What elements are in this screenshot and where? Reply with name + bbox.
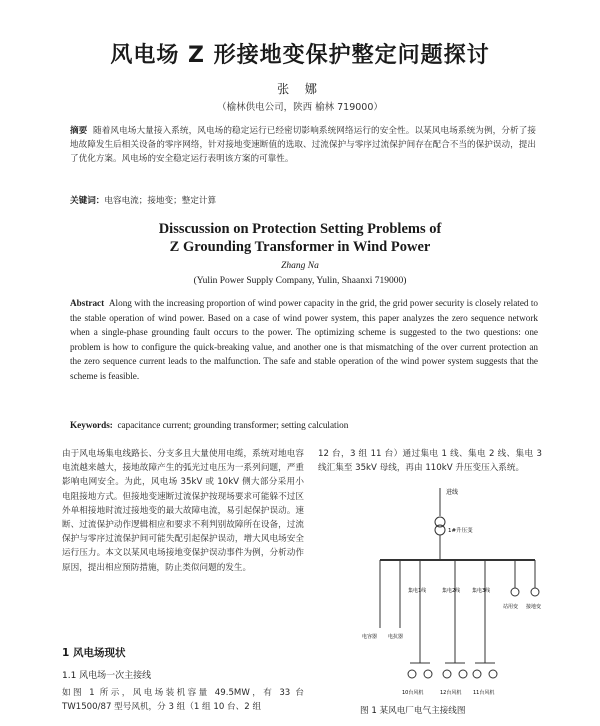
keywords-cn-label: 关键词： xyxy=(70,196,105,206)
lbl-line2: 集电2线 xyxy=(442,588,461,594)
author-en: Zhang Na xyxy=(281,261,319,271)
lbl-line3: 集电3线 xyxy=(472,588,491,594)
body-text-left-2: 如图 1 所示，风电场装机容量 49.5MW，有 33 台 TW1500/87 型号风机，分 3 组（1 组 10 台、2 组 xyxy=(62,688,304,713)
title-en-line1: Disscussion on Protection Setting Problems of xyxy=(158,221,442,237)
title-en-line2: Z Grounding Transformer in Wind Power xyxy=(169,239,431,255)
turbine-g1a xyxy=(408,670,416,678)
body-text-right: 12 台，3 组 11 台）通过集电 1 线、集电 2 线、集电 3 线汇集至 35kV 母线，再由 110kV 升压变压入系统。 xyxy=(318,449,542,474)
abstract-en-text: Along with the increasing proportion of wind power capacity in the grid, the grid power security is closely related to the stable operation of wind power. Based on a case of wind power system, this paper analyzes the zero sequence network when a single-phase grounding fault occurs to the power. The optimizing scheme is suggested to the two questions: one problem is how to configure the quick-breaking value, and another one is that mismatching of the over current protection an the zero sequence current leads to the malfunction. The safe and stable operation of the wind power system suggests that the scheme is feasible. xyxy=(70,298,539,381)
turbine-g3a xyxy=(473,670,481,678)
lbl-feeder2: 电抗器 xyxy=(388,634,404,640)
lbl-incoming: 进线 xyxy=(446,489,459,496)
affiliation-cn: （榆林供电公司，陕西 榆林 719000） xyxy=(217,102,383,113)
abstract-cn xyxy=(70,124,536,167)
abstract-cn-text: 随着风电场大量接入系统，风电场的稳定运行已经密切影响系统网络运行的安全性。以某风电场系统为例，分析了接地故障发生后相关设备的零序网络，针对接地变速断值的选取、过流保护与零序过流保护间存在配合不当的保护误动，提出了优化方案。风电场的安全稳定运行表明该方案的可靠性。 xyxy=(70,126,536,165)
keywords-cn-text: 电容电流；接地变；整定计算 xyxy=(104,196,217,206)
keywords-en xyxy=(70,420,538,430)
section-heading-1-1: 1.1 风电场一次主接线 xyxy=(62,671,152,681)
lbl-station-tx: 站用变 xyxy=(503,604,519,610)
author-cn: 张 娜 xyxy=(277,82,323,96)
affiliation-en: (Yulin Power Supply Company, Yulin, Shaanxi 719000) xyxy=(193,276,407,286)
section-heading-1: 1 风电场现状 xyxy=(62,647,126,659)
paper-title-en xyxy=(0,220,600,256)
abstract-en xyxy=(70,296,538,384)
paper-title-cn: 风电场 Z 形接地变保护整定问题探讨 xyxy=(110,43,490,68)
station-tx-symbol xyxy=(511,588,519,596)
lbl-group1: 10台风机 xyxy=(402,690,424,696)
wiring-diagram xyxy=(360,488,550,700)
lbl-main-tx: 1#升压变 xyxy=(448,528,473,534)
keywords-cn xyxy=(70,194,536,206)
lbl-group3: 11台风机 xyxy=(473,690,495,696)
turbine-g2b xyxy=(459,670,467,678)
turbine-g2a xyxy=(443,670,451,678)
abstract-en-label: Abstract xyxy=(70,298,105,308)
lbl-line1: 集电1线 xyxy=(408,588,427,594)
lbl-group2: 12台风机 xyxy=(440,690,462,696)
turbine-g3b xyxy=(489,670,497,678)
figure-caption: 图 1 某风电厂电气主接线图 xyxy=(360,706,466,716)
abstract-cn-label: 摘要 xyxy=(70,126,88,136)
lbl-ground-tx: 接地变 xyxy=(526,604,542,610)
turbine-g1b xyxy=(424,670,432,678)
lbl-feeder1: 电容器 xyxy=(362,634,378,640)
keywords-en-label: Keywords: xyxy=(70,420,113,430)
keywords-en-text: capacitance current; grounding transformer; setting calculation xyxy=(117,420,349,430)
ground-tx-symbol xyxy=(531,588,539,596)
body-text-left: 由于风电场集电线路长、分支多且大量使用电缆，系统对地电容电流越来越大，接地故障产生的弧光过电压为一系列问题，严重影响电网安全。为此，风电场 35kV 或 10kV 侧大部分采用小电阻接地方式。但接地变速断过流保护按现场要求可能躲不过区外单相接地时流过接地变的最大故障电流，易引起保护误动。速断、过流保护动作逻辑相应和要求不利判别故障所在设备，过流保护与零序过流保护间可能失配引起保护误动，增大风电场安全运行压力。本文以某风电场接地变保护误动事件为例，分析动作原因，提出相应预防措施，防止类似问题的发生。 xyxy=(62,449,304,573)
